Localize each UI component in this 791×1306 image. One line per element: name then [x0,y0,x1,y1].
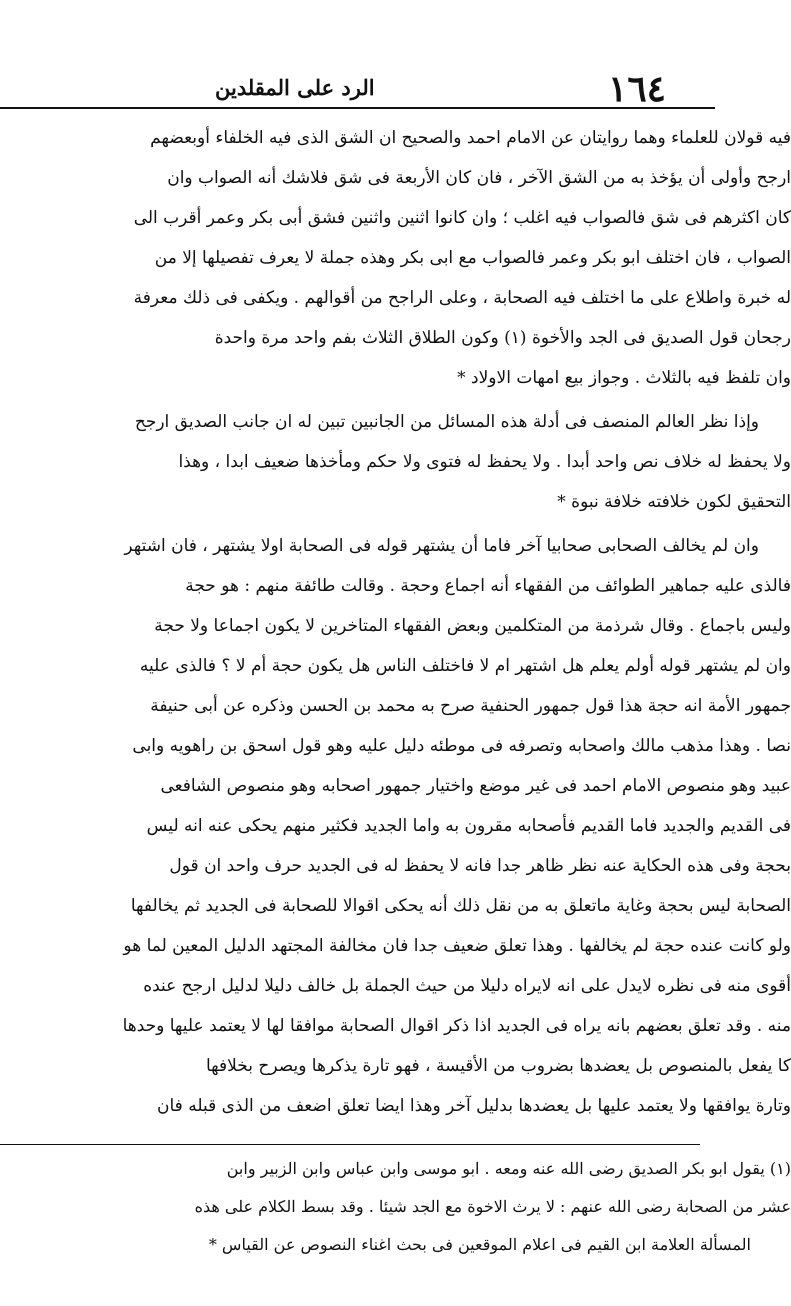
text-line: التحقيق لكون خلافته خلافة نبوة * [557,492,791,512]
text-line: وتارة يوافقها ولا يعتمد عليها بل يعضدها بدليل آخر وهذا ايضا تعلق اضعف من الذى قبله فان [157,1096,791,1116]
text-line: الصحابة ليس بحجة وغاية ماتعلق به من نقل ذلك أنه يحكى اقوالا للصحابة فى الجديد ثم يخالفها [130,896,791,916]
text-line: وليس باجماع . وقال شرذمة من المتكلمين وبعض الفقهاء المتاخرين لا يكون اجماعا ولا حجة [154,616,791,636]
text-line: ولا يحفظ له خلاف نص واحد أبدا . ولا يحفظ له فتوى ولا حكم ومأخذها ضعيف ابدا ، وهذا [178,452,791,472]
text-line: منه . وقد تعلق بعضهم بانه يراه فى الجديد اذا ذكر اقوال الصحابة موافقا لها لا يعتمد عليها وحدها [122,1016,791,1036]
text-line: وان تلفظ فيه بالثلاث . وجواز بيع امهات الاولاد * [457,368,791,388]
text-line: ارجح وأولى أن يؤخذ به من الشق الآخر ، فان كان الأربعة فى شق فلاشك أنه الصواب وان [167,168,791,188]
text-line: له خبرة واطلاع على ما اختلف فيه الصحابة ، وعلى الراجح من أقوالهم . ويكفى فى ذلك معرفة [133,288,791,308]
text-line: فى القديم والجديد فاما القديم فأصحابه مقرون به واما الجديد فكثير منهم يحكى عنه انه ليس [146,816,791,836]
text-line: بحجة وفى هذه الحكاية عنه نظر ظاهر جدا فانه لا يحفظ له فى الجديد حرف واحد ان قول [169,856,791,876]
text-line: أقوى منه فى نظره لايدل على انه لايراه دليلا من حيث الجملة بل خالف دليلا لدليل ارجح عنده [143,976,791,996]
text-line: فيه قولان للعلماء وهما روايتان عن الامام احمد والصحيح ان الشق الذى فيه الخلفاء أوبعضهم [150,128,791,148]
text-line: الصواب ، فان اختلف ابو بكر وعمر فالصواب مع ابى بكر وهذه جملة لا يعرف تفصيلها إلا من [154,248,791,268]
footnote-line: المسألة العلامة ابن القيم فى اعلام الموقعين فى بحث اغناء النصوص عن القياس * [208,1235,751,1254]
footnote-line: عشر من الصحابة رضى الله عنهم : لا يرث الاخوة مع الجد شيئا . وقد بسط الكلام على هذه [194,1197,791,1216]
text-line: ولو كانت عنده حجة لم يخالفها . وهذا تعلق ضعيف جدا فان مخالفة المجتهد الدليل المعين لما هو [123,936,791,956]
text-line: رجحان قول الصديق فى الجد والأخوة (١) وكون الطلاق الثلاث بفم واحد مرة واحدة [214,328,791,348]
text-line: كا يفعل بالمنصوص بل يعضدها بضروب من الأقيسة ، فهو تارة يذكرها ويصرح بخلافها [205,1056,791,1076]
text-line: جمهور الأمة انه حجة هذا قول جمهور الحنفية صرح به محمد بن الحسن وذكره عن أبى حنيفة [150,696,791,716]
page-header [0,66,791,112]
header-rule [0,107,715,109]
text-line: وإذا نظر العالم المنصف فى أدلة هذه المسائل من الجانبين تبين له ان جانب الصديق ارجح [134,412,759,432]
running-title: الرد على المقلدين [215,75,375,100]
text-line: وان لم يشتهر قوله أولم يعلم هل اشتهر ام لا فاختلف الناس هل يكون حجة أم لا ؟ فالذى عليه [139,656,791,676]
text-line: نصا . وهذا مذهب مالك واصحابه وتصرفه فى موطئه دليل عليه وهو قول اسحق بن راهويه وابى [132,736,791,756]
text-line: كان اكثرهم فى شق فالصواب فيه اغلب ؛ وان كانوا اثنين واثنين فشق أبى بكر وعمر أقرب الى [133,208,791,228]
footnote-line: (١) يقول ابو بكر الصديق رضى الله عنه ومعه . ابو موسى وابن عباس وابن الزبير وابن [226,1159,791,1178]
text-line: عبيد وهو منصوص الامام احمد فى غير موضع واختيار جمهور اصحابه وهو منصوص الشافعى [160,776,791,796]
page-number: ١٦٤ [608,68,667,110]
footnote-rule [0,1144,700,1145]
text-line: فالذى عليه جماهير الطوائف من الفقهاء أنه اجماع وحجة . وقالت طائفة منهم : هو حجة [185,576,791,596]
text-line: وان لم يخالف الصحابى صحابيا آخر فاما أن يشتهر قوله فى الصحابة اولا يشتهر ، فان اشتهر [124,536,759,556]
